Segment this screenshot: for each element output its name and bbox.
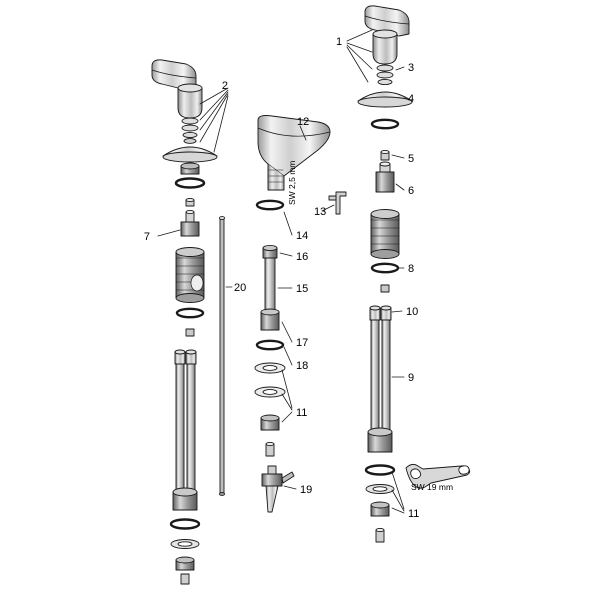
part-left-spout [152,60,225,584]
callout-15: 15 [296,283,309,295]
callout-7: 7 [143,231,150,243]
callout-17: 17 [296,337,309,349]
callout-20: 20 [234,282,247,294]
callout-12: 12 [297,116,310,128]
annotation-sw-19-mm: SW 19 mm [411,482,454,492]
callout-13: 13 [314,206,327,218]
callout-5: 5 [408,153,415,165]
callout-19: 19 [300,484,313,496]
callout-1: 1 [336,36,343,48]
part-center-spout [255,116,346,513]
callout-18: 18 [296,360,309,372]
callout-8: 8 [408,263,415,275]
callout-4: 4 [408,93,415,105]
callout-14: 14 [296,230,309,242]
callout-2: 2 [221,80,228,92]
callout-9: 9 [408,372,415,384]
callout-11-right: 11 [408,508,420,520]
annotation-sw-2-5-mm: SW 2,5 mm [287,160,297,205]
callout-10: 10 [406,306,419,318]
callout-11-center: 11 [296,407,308,419]
callout-3: 3 [408,62,415,74]
callout-6: 6 [408,185,415,197]
callout-16: 16 [296,251,309,263]
